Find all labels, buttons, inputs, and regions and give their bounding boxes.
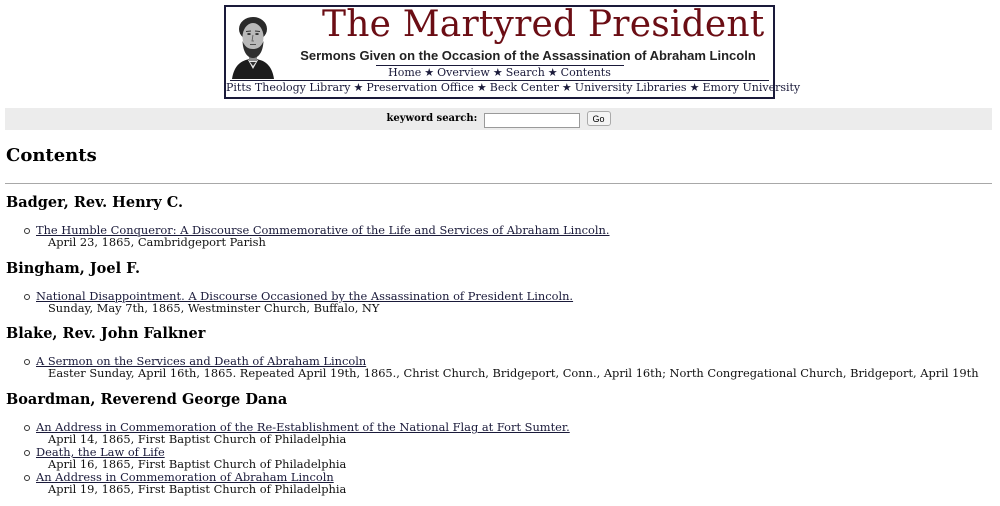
sermon-link[interactable]: National Disappointment. A Discourse Occasioned by the Assassination of President Lincoln. [36, 289, 574, 303]
star-separator-icon: ★ [476, 81, 487, 94]
sermon-link[interactable]: Death, the Law of Life [36, 445, 165, 459]
go-button[interactable]: Go [587, 111, 611, 126]
star-separator-icon: ★ [492, 66, 503, 79]
sermon-info: April 19, 1865, First Baptist Church of Philadelphia [48, 482, 347, 496]
circle-bullet-icon [24, 475, 30, 481]
star-separator-icon: ★ [689, 81, 700, 94]
partner-libraries-link[interactable]: University Libraries [574, 81, 687, 94]
sermon-info: April 14, 1865, First Baptist Church of Philadelphia [48, 432, 347, 446]
nav-overview-link[interactable]: Overview [437, 66, 490, 79]
sermon-link[interactable]: A Sermon on the Services and Death of Abraham Lincoln [36, 354, 367, 368]
site-title: The Martyred President [322, 4, 765, 45]
nav-contents-link[interactable]: Contents [560, 66, 611, 79]
circle-bullet-icon [24, 450, 30, 456]
circle-bullet-icon [24, 425, 30, 431]
sermon-info: Easter Sunday, April 16th, 1865. Repeated April 19th, 1865., Christ Church, Bridgeport, Conn., April 16th; North Congregational Church, Bridgeport, April 19th [48, 366, 979, 380]
page-title: Contents [6, 145, 97, 166]
circle-bullet-icon [24, 359, 30, 365]
author-heading: Blake, Rev. John Falkner [6, 325, 206, 342]
sermon-info: April 23, 1865, Cambridgeport Parish [48, 235, 266, 249]
star-separator-icon: ★ [561, 81, 572, 94]
sermon-info: Sunday, May 7th, 1865, Westminster Church, Buffalo, NY [48, 301, 380, 315]
search-label: keyword search: [386, 113, 478, 124]
circle-bullet-icon [24, 228, 30, 234]
partner-beck-link[interactable]: Beck Center [489, 81, 559, 94]
star-separator-icon: ★ [353, 81, 364, 94]
keyword-search-input[interactable] [484, 113, 580, 128]
main-nav [226, 66, 773, 79]
nav-search-link[interactable]: Search [505, 66, 545, 79]
circle-bullet-icon [24, 294, 30, 300]
sermon-info: April 16, 1865, First Baptist Church of Philadelphia [48, 457, 347, 471]
site-subtitle: Sermons Given on the Occasion of the Assassination of Abraham Lincoln [300, 48, 756, 63]
partner-preservation-link[interactable]: Preservation Office [366, 81, 474, 94]
sermon-link[interactable]: An Address in Commemoration of Abraham Lincoln [36, 470, 334, 484]
site-banner [224, 4, 801, 99]
star-separator-icon: ★ [424, 66, 435, 79]
author-heading: Badger, Rev. Henry C. [6, 194, 184, 211]
partner-nav [226, 81, 801, 94]
search-bar [5, 108, 992, 130]
sermon-link[interactable]: An Address in Commemoration of the Re-Establishment of the National Flag at Fort Sumter. [36, 420, 570, 434]
nav-home-link[interactable]: Home [388, 66, 422, 79]
author-heading: Boardman, Reverend George Dana [6, 391, 288, 408]
content-divider [5, 183, 992, 184]
sermon-link[interactable]: The Humble Conqueror: A Discourse Commemorative of the Life and Services of Abraham Lincoln. [36, 223, 610, 237]
partner-pitts-link[interactable]: Pitts Theology Library [226, 81, 351, 94]
partner-emory-link[interactable]: Emory University [702, 81, 801, 94]
star-separator-icon: ★ [547, 66, 558, 79]
author-heading: Bingham, Joel F. [6, 260, 141, 277]
